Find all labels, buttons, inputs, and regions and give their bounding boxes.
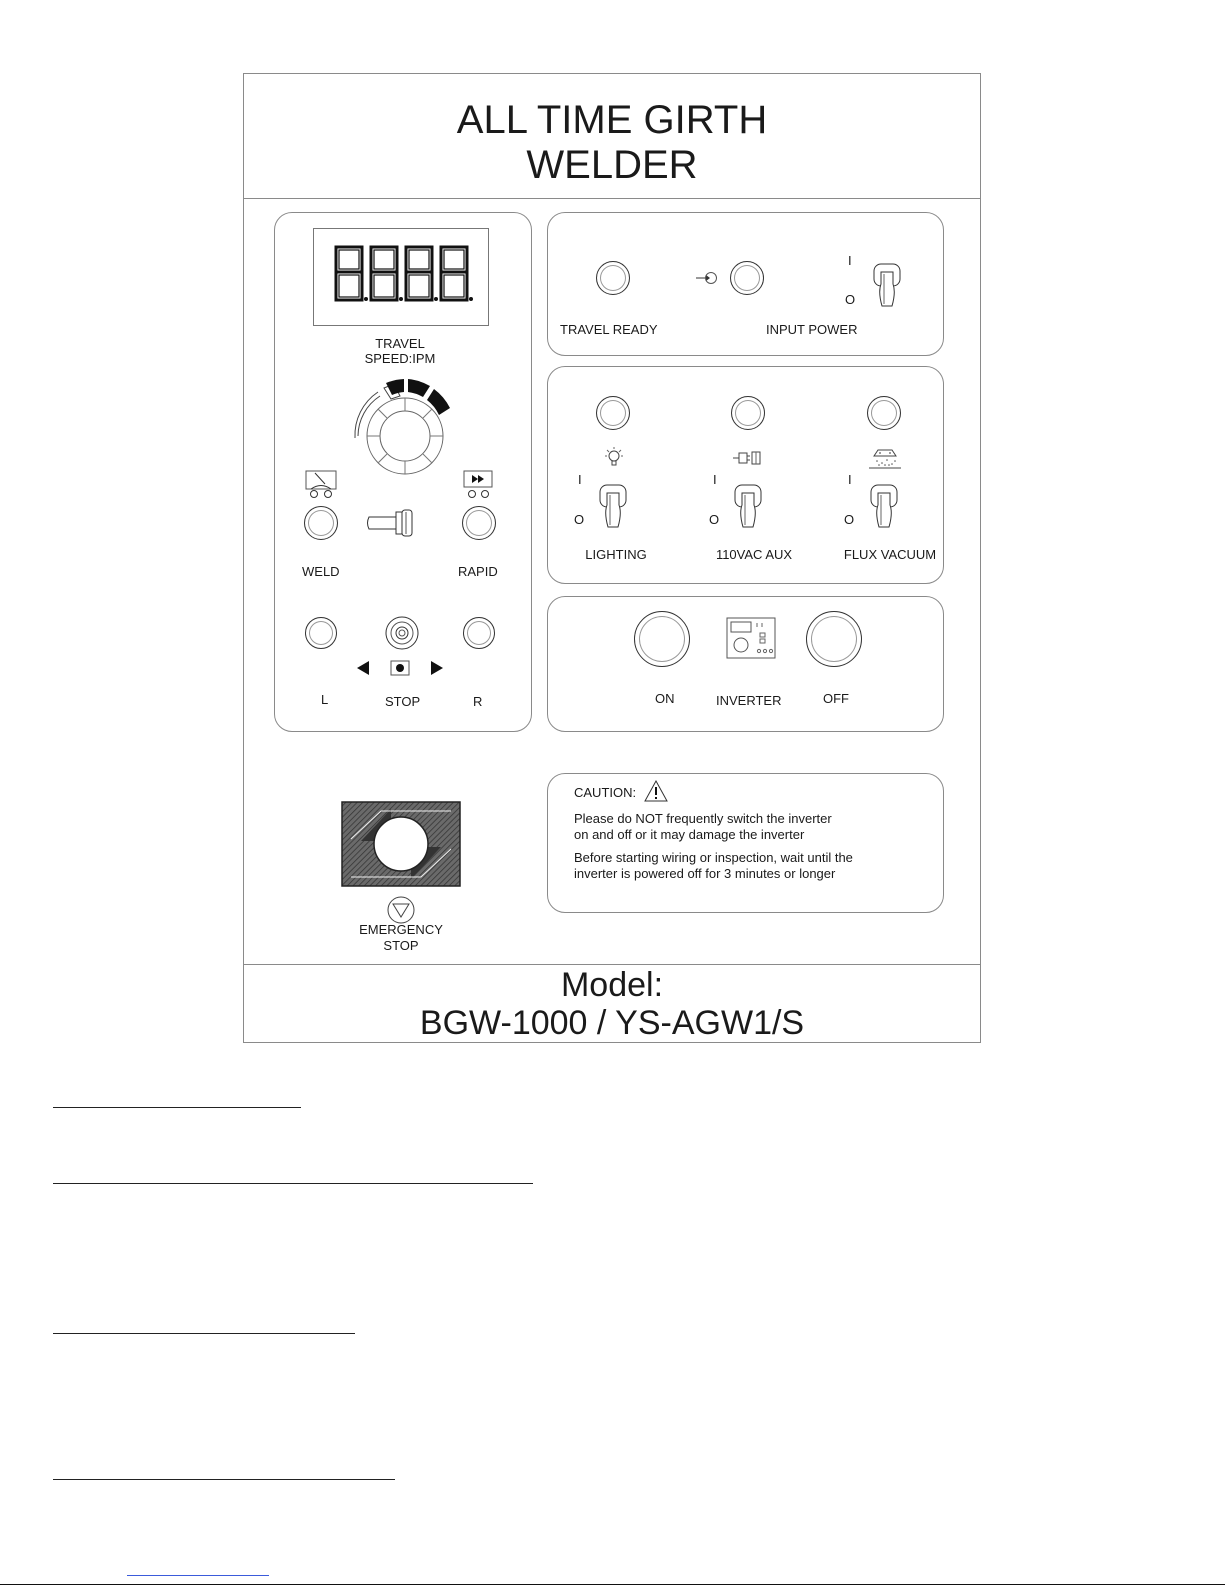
rapid-forward-icon [463,470,497,500]
emergency-stop-symbol-icon [386,895,416,925]
header-divider [243,198,981,199]
power-arrow-icon [696,271,718,285]
lighting-off-mark: O [574,512,585,527]
caution-heading: CAUTION: [574,785,637,800]
blank-line-3 [53,1333,355,1334]
caution-line-2: on and off or it may damage the inverter [574,827,805,842]
power-off-mark: O [845,292,856,307]
travel-right-button[interactable] [463,617,495,649]
travel-left-button[interactable] [305,617,337,649]
light-bulb-icon [602,446,626,470]
weld-torch-icon [305,470,339,500]
warning-triangle-icon [644,780,668,802]
blank-line-2 [53,1183,533,1184]
panel-title-line1: ALL TIME GIRTH [456,98,768,142]
display-label-line1: TRAVEL [375,336,425,351]
emergency-label-line1: EMERGENCY [359,922,443,937]
travel-direction-switch[interactable] [384,615,420,651]
lighting-indicator [596,396,630,430]
plug-icon [733,450,763,466]
lighting-toggle-switch[interactable] [598,483,628,533]
inverter-label: INVERTER [716,693,782,708]
speed-knob[interactable] [350,378,460,488]
caution-line-4: inverter is powered off for 3 minutes or longer [574,866,836,881]
rapid-label: RAPID [458,564,498,579]
flux-vacuum-indicator [867,396,901,430]
flux-vacuum-label: FLUX VACUUM [843,547,937,562]
seven-segment-digits [314,229,488,325]
aux-on-mark: I [713,472,717,487]
power-on-mark: I [848,253,852,268]
aux-off-mark: O [709,512,720,527]
right-label: R [473,694,483,709]
inverter-off-label: OFF [823,691,849,706]
inverter-off-button[interactable] [806,611,862,667]
vacuum-off-mark: O [844,512,855,527]
travel-ready-indicator [596,261,630,295]
inverter-panel-icon [726,617,776,659]
caution-line-1: Please do NOT frequently switch the inverter [574,811,832,826]
aux-110vac-toggle-switch[interactable] [733,483,763,533]
aux-110vac-label: 110VAC AUX [715,547,793,562]
left-label: L [321,692,329,707]
aux-110vac-indicator [731,396,765,430]
blank-link-line[interactable] [127,1575,269,1576]
rapid-button[interactable] [462,506,496,540]
inverter-on-button[interactable] [634,611,690,667]
lighting-on-mark: I [578,472,582,487]
model-label: Model: [560,966,664,1004]
input-power-label: INPUT POWER [766,322,858,337]
blank-line-1 [53,1107,301,1108]
caution-line-3: Before starting wiring or inspection, wait until the [574,850,853,865]
emergency-label-line2: STOP [383,938,419,953]
travel-speed-display [313,228,489,326]
blank-line-4 [53,1479,395,1480]
weld-button[interactable] [304,506,338,540]
vacuum-on-mark: I [848,472,852,487]
panel-title-line2: WELDER [526,143,698,187]
stop-label: STOP [385,694,421,709]
input-power-toggle-switch[interactable] [872,262,902,312]
flux-vacuum-toggle-switch[interactable] [869,483,899,533]
lighting-label: LIGHTING [585,547,647,562]
input-power-indicator [730,261,764,295]
model-number: BGW-1000 / YS-AGW1/S [419,1004,805,1042]
weld-rapid-selector-switch[interactable] [366,508,420,538]
emergency-stop-button[interactable] [341,801,461,887]
weld-label: WELD [302,564,340,579]
direction-arrows-icon [355,659,445,677]
travel-ready-label: TRAVEL READY [560,322,658,337]
footer-divider [243,964,981,965]
inverter-on-label: ON [655,691,675,706]
vacuum-icon [868,448,902,470]
display-label-line2: SPEED:IPM [364,351,436,366]
